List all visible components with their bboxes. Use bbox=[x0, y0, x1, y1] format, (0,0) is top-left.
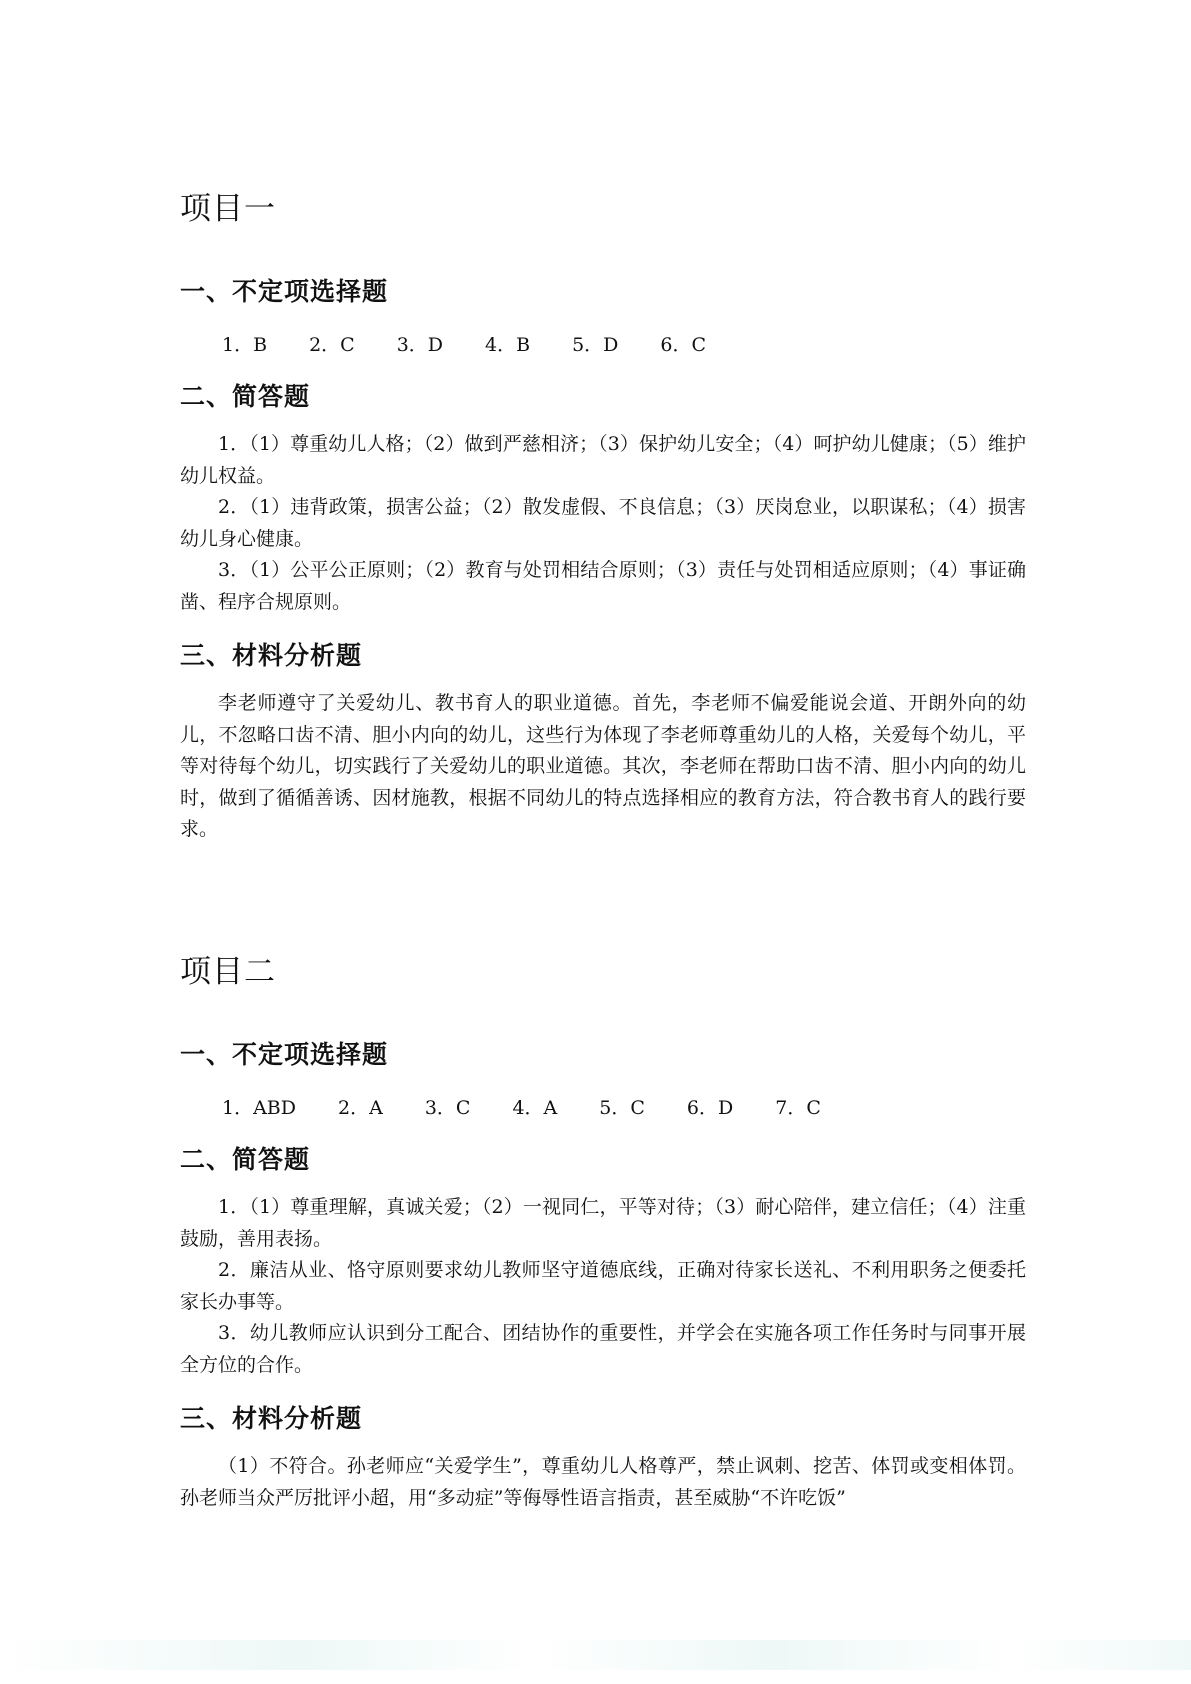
choice-answer: 2．A bbox=[338, 1097, 383, 1119]
project-1-section-analysis-title: 三、材料分析题 bbox=[180, 641, 363, 670]
project-2-analysis-paragraph: （1）不符合。孙老师应“关爱学生”，尊重幼儿人格尊严，禁止讽刺、挖苦、体罚或变相体罚。孙老师当众严厉批评小超，用“多动症”等侮辱性语言指责，甚至威胁“不许吃饭” bbox=[180, 1455, 1026, 1509]
choice-answer: 4．B bbox=[485, 334, 531, 356]
watermark-band bbox=[0, 1640, 1191, 1670]
project-1-short-answer-1: 1．（1）尊重幼儿人格；（2）做到严慈相济；（3）保护幼儿安全；（4）呵护幼儿健康；（5）维护幼儿权益。 bbox=[180, 433, 1026, 487]
choice-answer: 5．C bbox=[599, 1097, 645, 1119]
project-1-short-answer-2: 2．（1）违背政策，损害公益；（2）散发虚假、不良信息；（3）厌岗怠业，以职谋私；（4）损害幼儿身心健康。 bbox=[180, 496, 1026, 550]
project-2-title: 项目二 bbox=[180, 954, 276, 990]
project-1-section-choice-title: 一、不定项选择题 bbox=[180, 277, 389, 306]
choice-answer: 4．A bbox=[512, 1097, 558, 1119]
project-2-section-analysis-title: 三、材料分析题 bbox=[180, 1404, 363, 1433]
project-2-choice-answers bbox=[222, 1093, 863, 1120]
project-1-choice-answers bbox=[222, 330, 748, 357]
choice-answer: 1．B bbox=[222, 334, 268, 356]
choice-answer: 6．C bbox=[660, 334, 707, 356]
choice-answer: 7．C bbox=[775, 1097, 821, 1119]
project-1-section-short-answer-title: 二、简答题 bbox=[180, 382, 311, 411]
choice-answer: 2．C bbox=[309, 334, 355, 356]
choice-answer: 1．ABD bbox=[222, 1097, 297, 1119]
choice-answer: 3．D bbox=[396, 334, 444, 356]
choice-answer: 3．C bbox=[424, 1097, 471, 1119]
project-1-title: 项目一 bbox=[180, 191, 276, 227]
project-2-section-choice-title: 一、不定项选择题 bbox=[180, 1040, 389, 1069]
project-1-analysis-paragraph: 李老师遵守了关爱幼儿、教书育人的职业道德。首先，李老师不偏爱能说会道、开朗外向的幼儿，不忽略口齿不清、胆小内向的幼儿，这些行为体现了李老师尊重幼儿的人格，关爱每个幼儿，平等对待每个幼儿，切实践行了关爱幼儿的职业道德。其次，李老师在帮助口齿不清、胆小内向的幼儿时，做到了循循善诱、因材施教，根据不同幼儿的特点选择相应的教育方法，符合教书育人的践行要求。 bbox=[180, 692, 1026, 840]
project-1-short-answer-3: 3．（1）公平公正原则；（2）教育与处罚相结合原则；（3）责任与处罚相适应原则；（4）事证确凿、程序合规原则。 bbox=[180, 559, 1026, 613]
project-2-short-answer-1: 1．（1）尊重理解，真诚关爱；（2）一视同仁，平等对待；（3）耐心陪伴，建立信任；（4）注重鼓励，善用表扬。 bbox=[180, 1196, 1026, 1250]
project-2-section-short-answer-title: 二、简答题 bbox=[180, 1145, 311, 1174]
choice-answer: 6．D bbox=[686, 1097, 734, 1119]
choice-answer: 5．D bbox=[572, 334, 619, 356]
project-2-short-answer-3: 3．幼儿教师应认识到分工配合、团结协作的重要性，并学会在实施各项工作任务时与同事开展全方位的合作。 bbox=[180, 1322, 1026, 1376]
project-2-short-answer-2: 2．廉洁从业、恪守原则要求幼儿教师坚守道德底线，正确对待家长送礼、不利用职务之便委托家长办事等。 bbox=[180, 1259, 1026, 1313]
